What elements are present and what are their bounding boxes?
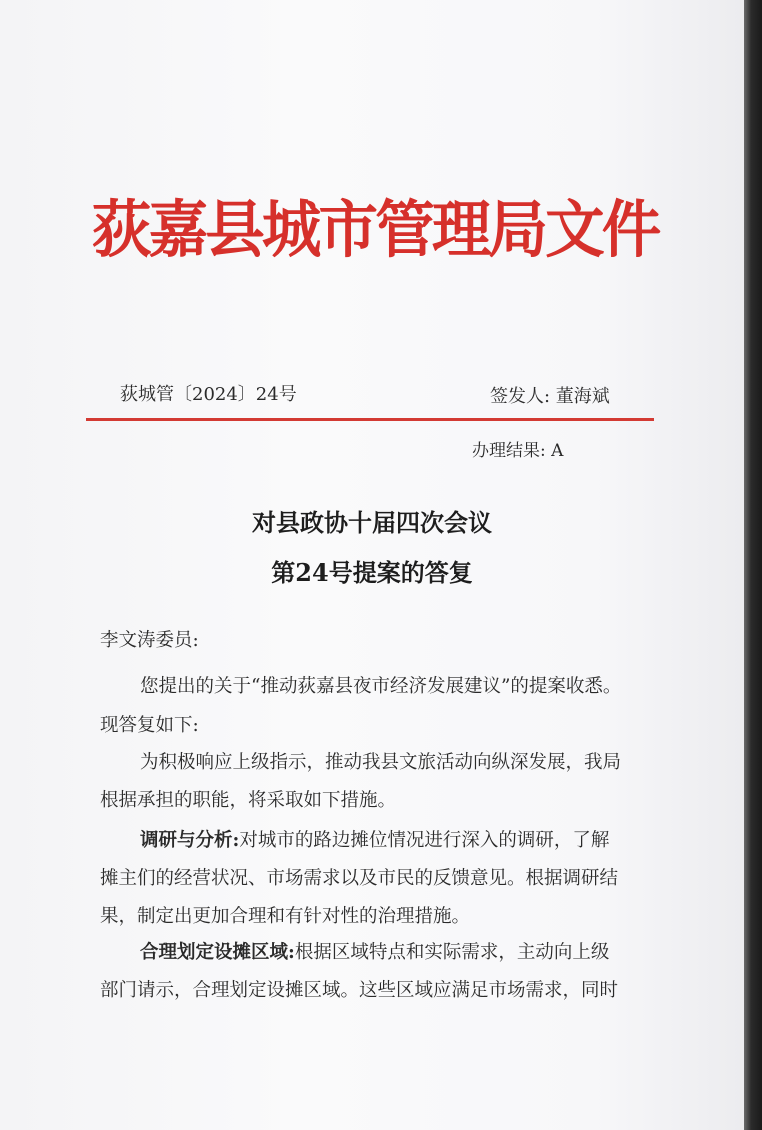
paragraph-3-heading: 调研与分析: bbox=[140, 830, 240, 851]
paragraph-4-line-1 bbox=[140, 938, 609, 964]
paragraph-3-line-3: 果，制定出更加合理和有针对性的治理措施。 bbox=[100, 906, 471, 927]
document-header-title: 荻嘉县城市管理局文件 bbox=[92, 193, 659, 266]
page-edge-shadow bbox=[744, 0, 762, 1130]
document-number: 荻城管〔2024〕24号 bbox=[120, 384, 297, 405]
reply-title-line-2: 第24号提案的答复 bbox=[271, 558, 473, 587]
salutation: 李文涛委员: bbox=[100, 630, 199, 651]
paragraph-2-line-1: 为积极响应上级指示，推动我县文旅活动向纵深发展，我局 bbox=[140, 752, 622, 773]
reply-title-line-1: 对县政协十届四次会议 bbox=[252, 508, 492, 537]
handling-result: 办理结果: A bbox=[472, 441, 564, 461]
paragraph-3-line-2: 摊主们的经营状况、市场需求以及市民的反馈意见。根据调研结 bbox=[100, 868, 619, 889]
red-divider-line bbox=[86, 418, 654, 421]
paragraph-1-line-2: 现答复如下: bbox=[100, 715, 199, 736]
paragraph-3-text: 对城市的路边摊位情况进行深入的调研，了解 bbox=[239, 830, 610, 851]
paragraph-3-line-1 bbox=[140, 826, 609, 852]
paragraph-4-heading: 合理划定设摊区域: bbox=[140, 942, 295, 963]
paragraph-4-line-2: 部门请示，合理划定设摊区域。这些区域应满足市场需求，同时 bbox=[100, 980, 619, 1001]
paragraph-2-line-2: 根据承担的职能，将采取如下措施。 bbox=[100, 790, 397, 811]
paragraph-4-text: 根据区域特点和实际需求，主动向上级 bbox=[294, 942, 610, 963]
signer: 签发人: 董海斌 bbox=[490, 386, 610, 407]
paragraph-1-line-1: 您提出的关于“推动荻嘉县夜市经济发展建议”的提案收悉。 bbox=[140, 676, 622, 697]
